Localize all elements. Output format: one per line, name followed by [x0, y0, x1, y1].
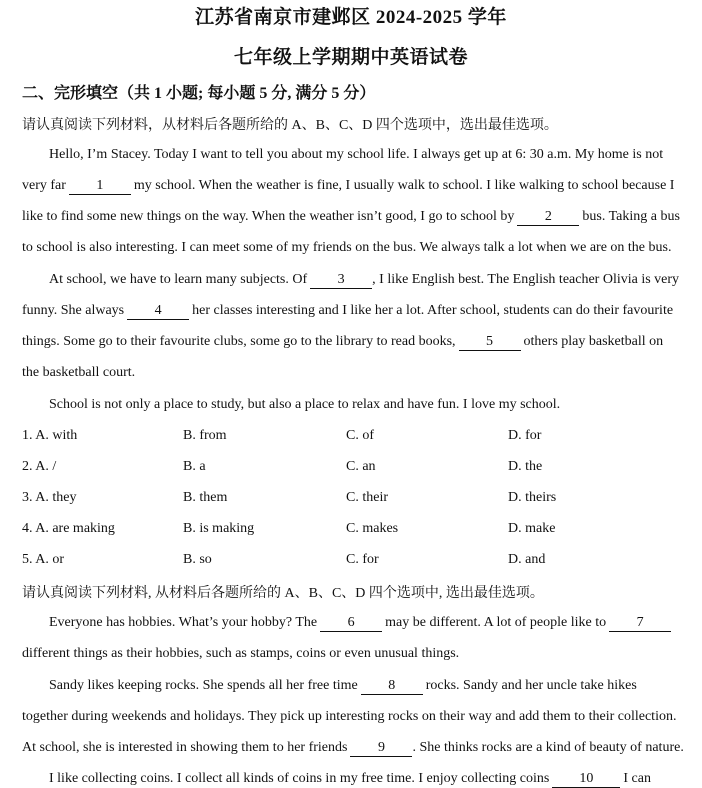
passage-line	[22, 302, 682, 320]
option-c[interactable]: C. their	[346, 490, 388, 505]
option-d[interactable]: D. and	[508, 552, 546, 567]
text: . She thinks rocks are a kind of beauty of nature.	[412, 740, 684, 755]
option-d[interactable]: D. theirs	[508, 490, 557, 505]
option-b[interactable]: B. them	[183, 490, 228, 505]
option-b[interactable]: B. so	[183, 552, 212, 567]
instruction-2: 请认真阅读下列材料, 从材料后各题所给的 A、B、C、D 四个选项中, 选出最佳选项。	[22, 586, 544, 601]
text: Everyone has hobbies. What’s your hobby? The	[49, 615, 318, 630]
passage-line: different things as their hobbies, such as stamps, coins or even unusual things.	[22, 646, 460, 661]
paper-title: 江苏省南京市建邺区 2024-2025 学年	[195, 7, 507, 28]
text: may be different. A lot of people like to	[385, 615, 607, 630]
option-d[interactable]: D. the	[508, 459, 543, 474]
option-d[interactable]: D. for	[508, 428, 542, 443]
text: , I like English best. The English teacher Olivia is very	[372, 272, 680, 287]
option-c[interactable]: C. an	[346, 459, 376, 474]
text: my school. When the weather is fine, I usually walk to school. I like walking to school because I	[133, 178, 675, 193]
text: At school, she is interested in showing them to her friends	[22, 740, 348, 755]
passage-line	[49, 770, 702, 788]
option-a[interactable]: 5. A. or	[22, 552, 64, 567]
section-heading: 二、完形填空（共 1 小题; 每小题 5 分, 满分 5 分）	[22, 85, 376, 102]
option-a[interactable]: 4. A. are making	[22, 521, 115, 536]
blank-10[interactable]: 10	[552, 771, 620, 788]
passage-line	[22, 739, 682, 757]
passage-line: the basketball court.	[22, 365, 136, 380]
passage-line: Hello, I’m Stacey. Today I want to tell you about my school life. I always get up at 6: 30 a.m. My home is not	[49, 147, 664, 162]
option-c[interactable]: C. makes	[346, 521, 399, 536]
text: rocks. Sandy and her uncle take hikes	[425, 678, 637, 693]
passage-line	[22, 333, 682, 351]
blank-5[interactable]: 5	[459, 334, 521, 351]
passage-line: School is not only a place to study, but also a place to relax and have fun. I love my school.	[49, 397, 561, 412]
option-a[interactable]: 1. A. with	[22, 428, 78, 443]
passage-line	[22, 177, 682, 195]
option-d[interactable]: D. make	[508, 521, 556, 536]
text: others play basketball on	[523, 334, 664, 349]
option-a[interactable]: 3. A. they	[22, 490, 77, 505]
option-c[interactable]: C. of	[346, 428, 374, 443]
blank-4[interactable]: 4	[127, 303, 189, 320]
text: At school, we have to learn many subjects. Of	[49, 272, 308, 287]
text: very far	[22, 178, 66, 193]
passage-line	[49, 614, 702, 632]
text: I like collecting coins. I collect all kinds of coins in my free time. I enjoy collecting coins	[49, 771, 550, 786]
option-a[interactable]: 2. A. /	[22, 459, 57, 474]
option-b[interactable]: B. a	[183, 459, 206, 474]
blank-8[interactable]: 8	[361, 678, 423, 695]
text: Sandy likes keeping rocks. She spends all her free time	[49, 678, 358, 693]
blank-2[interactable]: 2	[517, 209, 579, 226]
text: funny. She always	[22, 303, 125, 318]
text: I can	[623, 771, 651, 786]
text: things. Some go to their favourite clubs, some go to the library to read books,	[22, 334, 456, 349]
blank-3[interactable]: 3	[310, 272, 372, 289]
option-b[interactable]: B. from	[183, 428, 227, 443]
blank-9[interactable]: 9	[350, 740, 412, 757]
text: her classes interesting and I like her a lot. After school, students can do their favourite	[192, 303, 674, 318]
option-b[interactable]: B. is making	[183, 521, 255, 536]
text: like to find some new things on the way. When the weather isn’t good, I go to school by	[22, 209, 515, 224]
passage-line: together during weekends and holidays. They pick up interesting rocks on their way and add them to their collection.	[22, 709, 677, 724]
passage-line	[22, 208, 682, 226]
blank-6[interactable]: 6	[320, 615, 382, 632]
text: bus. Taking a bus	[582, 209, 680, 224]
blank-1[interactable]: 1	[69, 178, 131, 195]
passage-line	[49, 677, 702, 695]
passage-line: to school is also interesting. I can meet some of my friends on the bus. We always talk a lot when we are on the bus.	[22, 240, 672, 255]
option-c[interactable]: C. for	[346, 552, 379, 567]
paper-subtitle: 七年级上学期期中英语试卷	[233, 47, 468, 68]
instruction-1: 请认真阅读下列材料，从材料后各题所给的 A、B、C、D 四个选项中，选出最佳选项。	[22, 118, 558, 133]
blank-7[interactable]: 7	[609, 615, 671, 632]
passage-line	[49, 271, 702, 289]
